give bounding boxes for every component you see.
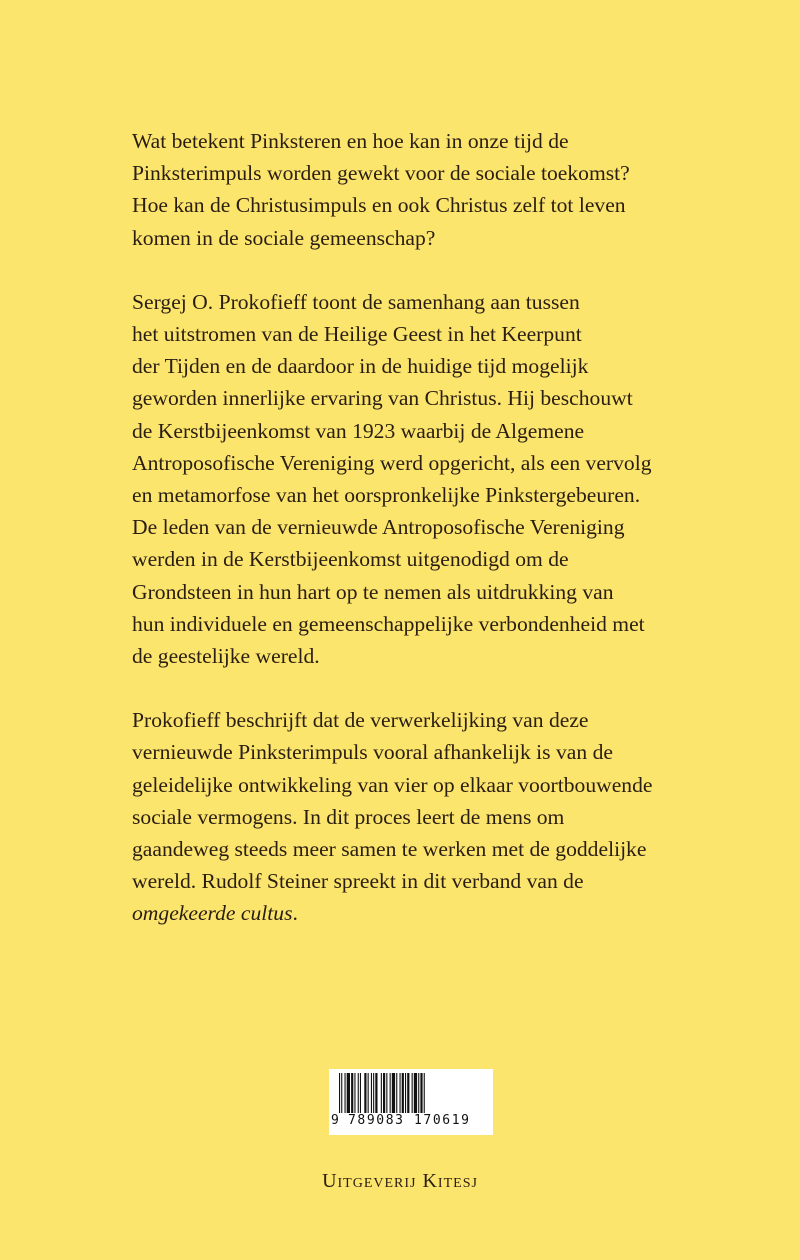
publisher-name: Uitgeverij Kitesj xyxy=(322,1170,478,1192)
barcode-bar xyxy=(371,1073,372,1113)
barcode-bar xyxy=(364,1073,366,1113)
barcode-bar xyxy=(345,1073,346,1113)
barcode-bar xyxy=(400,1073,401,1113)
barcode-bar xyxy=(341,1073,342,1113)
barcode-bar xyxy=(381,1073,382,1113)
barcode-bar xyxy=(358,1073,359,1113)
barcode-bar xyxy=(354,1073,355,1113)
barcode-bar xyxy=(383,1073,385,1113)
barcode-bar xyxy=(418,1073,419,1113)
barcode-bar xyxy=(396,1073,397,1113)
barcode-bar xyxy=(424,1073,425,1113)
barcode-bar xyxy=(420,1073,422,1113)
barcode-bar xyxy=(351,1073,353,1113)
barcode-bar xyxy=(412,1073,413,1113)
barcode-bar xyxy=(368,1073,369,1113)
paragraph-intro: Wat betekent Pinksteren en hoe kan in onze tijd de Pinksterimpuls worden gewekt voor de sociale toekomst? Hoe kan de Christusimpuls en ook Christus zelf tot leven komen in de sociale gemeenschap? xyxy=(132,129,630,250)
barcode-bar xyxy=(402,1073,404,1113)
paragraph-summary: Sergej O. Prokofieff toont de samenhang aan tussen het uitstromen van de Heilige Geest in het Keerpunt der Tijden en de daardoor in de huidige tijd mogelijk geworden innerlijke ervaring van Christus. Hij beschouwt de Kerstbijeenkomst van 1923 waarbij de Algemene Antroposofische Vereniging werd opgericht, als een vervolg en metamorfose van het oorspronkelijke Pinkstergebeuren. De leden van de vernieuwde Antroposofische Vereniging werden in de Kerstbijeenkomst uitgenodigd om de Grondsteen in hun hart op te nemen als uitdrukking van hun individuele en gemeenschappelijke verbondenheid met de geestelijke wereld. xyxy=(132,289,652,669)
barcode-bar xyxy=(360,1073,361,1113)
paragraph-conclusion-text: Prokofieff beschrijft dat de verwerkelijking van deze vernieuwde Pinksterimpuls vooral afhankelijk is van de geleidelijke ontwikkeling van vier op elkaar voortbouwende sociale vermogens. In dit proces leert de mens om gaandeweg steeds meer samen te werken met de goddelijke wereld. Rudolf Steiner spreekt in dit verband van de xyxy=(132,708,653,894)
italic-phrase: omgekeerde cultus xyxy=(132,901,293,926)
barcode-bar xyxy=(347,1073,350,1113)
barcode-bar xyxy=(386,1073,387,1113)
barcode-bar xyxy=(390,1073,391,1113)
barcode-bar xyxy=(405,1073,406,1113)
isbn-barcode xyxy=(329,1069,493,1135)
barcode-bar xyxy=(373,1073,374,1113)
barcode-bar xyxy=(339,1073,340,1113)
barcode-bars xyxy=(339,1073,487,1113)
barcode-bar xyxy=(392,1073,395,1113)
isbn-digits: 789083 170619 xyxy=(348,1113,471,1128)
barcode-bar xyxy=(375,1073,377,1113)
back-cover-text xyxy=(132,125,752,962)
italic-suffix: . xyxy=(292,901,298,926)
barcode-bar xyxy=(407,1073,409,1113)
barcode-bar xyxy=(414,1073,417,1113)
paragraph-conclusion xyxy=(132,704,752,929)
isbn-first-digit: 9 xyxy=(331,1113,339,1128)
